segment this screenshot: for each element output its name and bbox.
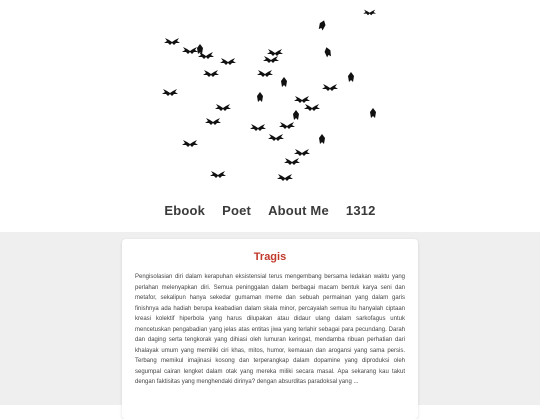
- article-body: Pengisolasian diri dalam kerapuhan eksistensial terus mengembang bersama ledakan waktu yang perlahan melenyapkan diri. Semua peninggalan dalam berbagai macam bentuk karya seni dan metafor, sekalipun hanya sekedar gumaman meme dan sebuah permainan yang dalam garis finishnya ada hadiah berupa keabadian dalam skala minor, percayalah semua itu hanyalah ciptaan kreasi kolektif hiperbola yang harus dilupakan atau didaur ulang dalam sarkofagus untuk mencetuskan pengabadian yang jelas atas entitas jiwa yang terlahir sebagai para pecundang. Darah dan daging serta tengkorak yang dihiasi oleh lumuran keringat, mendamba ribuan perhatian dari khalayak umum yang memiliki ciri khas, mitos, humor, kemauan dan arogansi yang sama persis. Terbang memikul imajinasi kosong dan terperangkap dalam dopamine yang diproduksi oleh segumpal cairan lengket dalam otak yang mereka miliki secara masal. Apa sekarang kau takut dengan faktisitas yang menghendaki dirinya? dengan absurditas paradoksal yang ...: [135, 274, 405, 385]
- article-card: [122, 239, 418, 419]
- nav-link-poet[interactable]: Poet: [222, 203, 252, 218]
- main-nav: [0, 203, 540, 218]
- bat-flock-icon: [0, 0, 540, 190]
- article-title: Tragis: [253, 251, 287, 263]
- nav-link-about-me[interactable]: About Me: [268, 203, 329, 218]
- nav-link-1312[interactable]: 1312: [345, 203, 376, 218]
- nav-link-ebook[interactable]: Ebook: [164, 203, 206, 218]
